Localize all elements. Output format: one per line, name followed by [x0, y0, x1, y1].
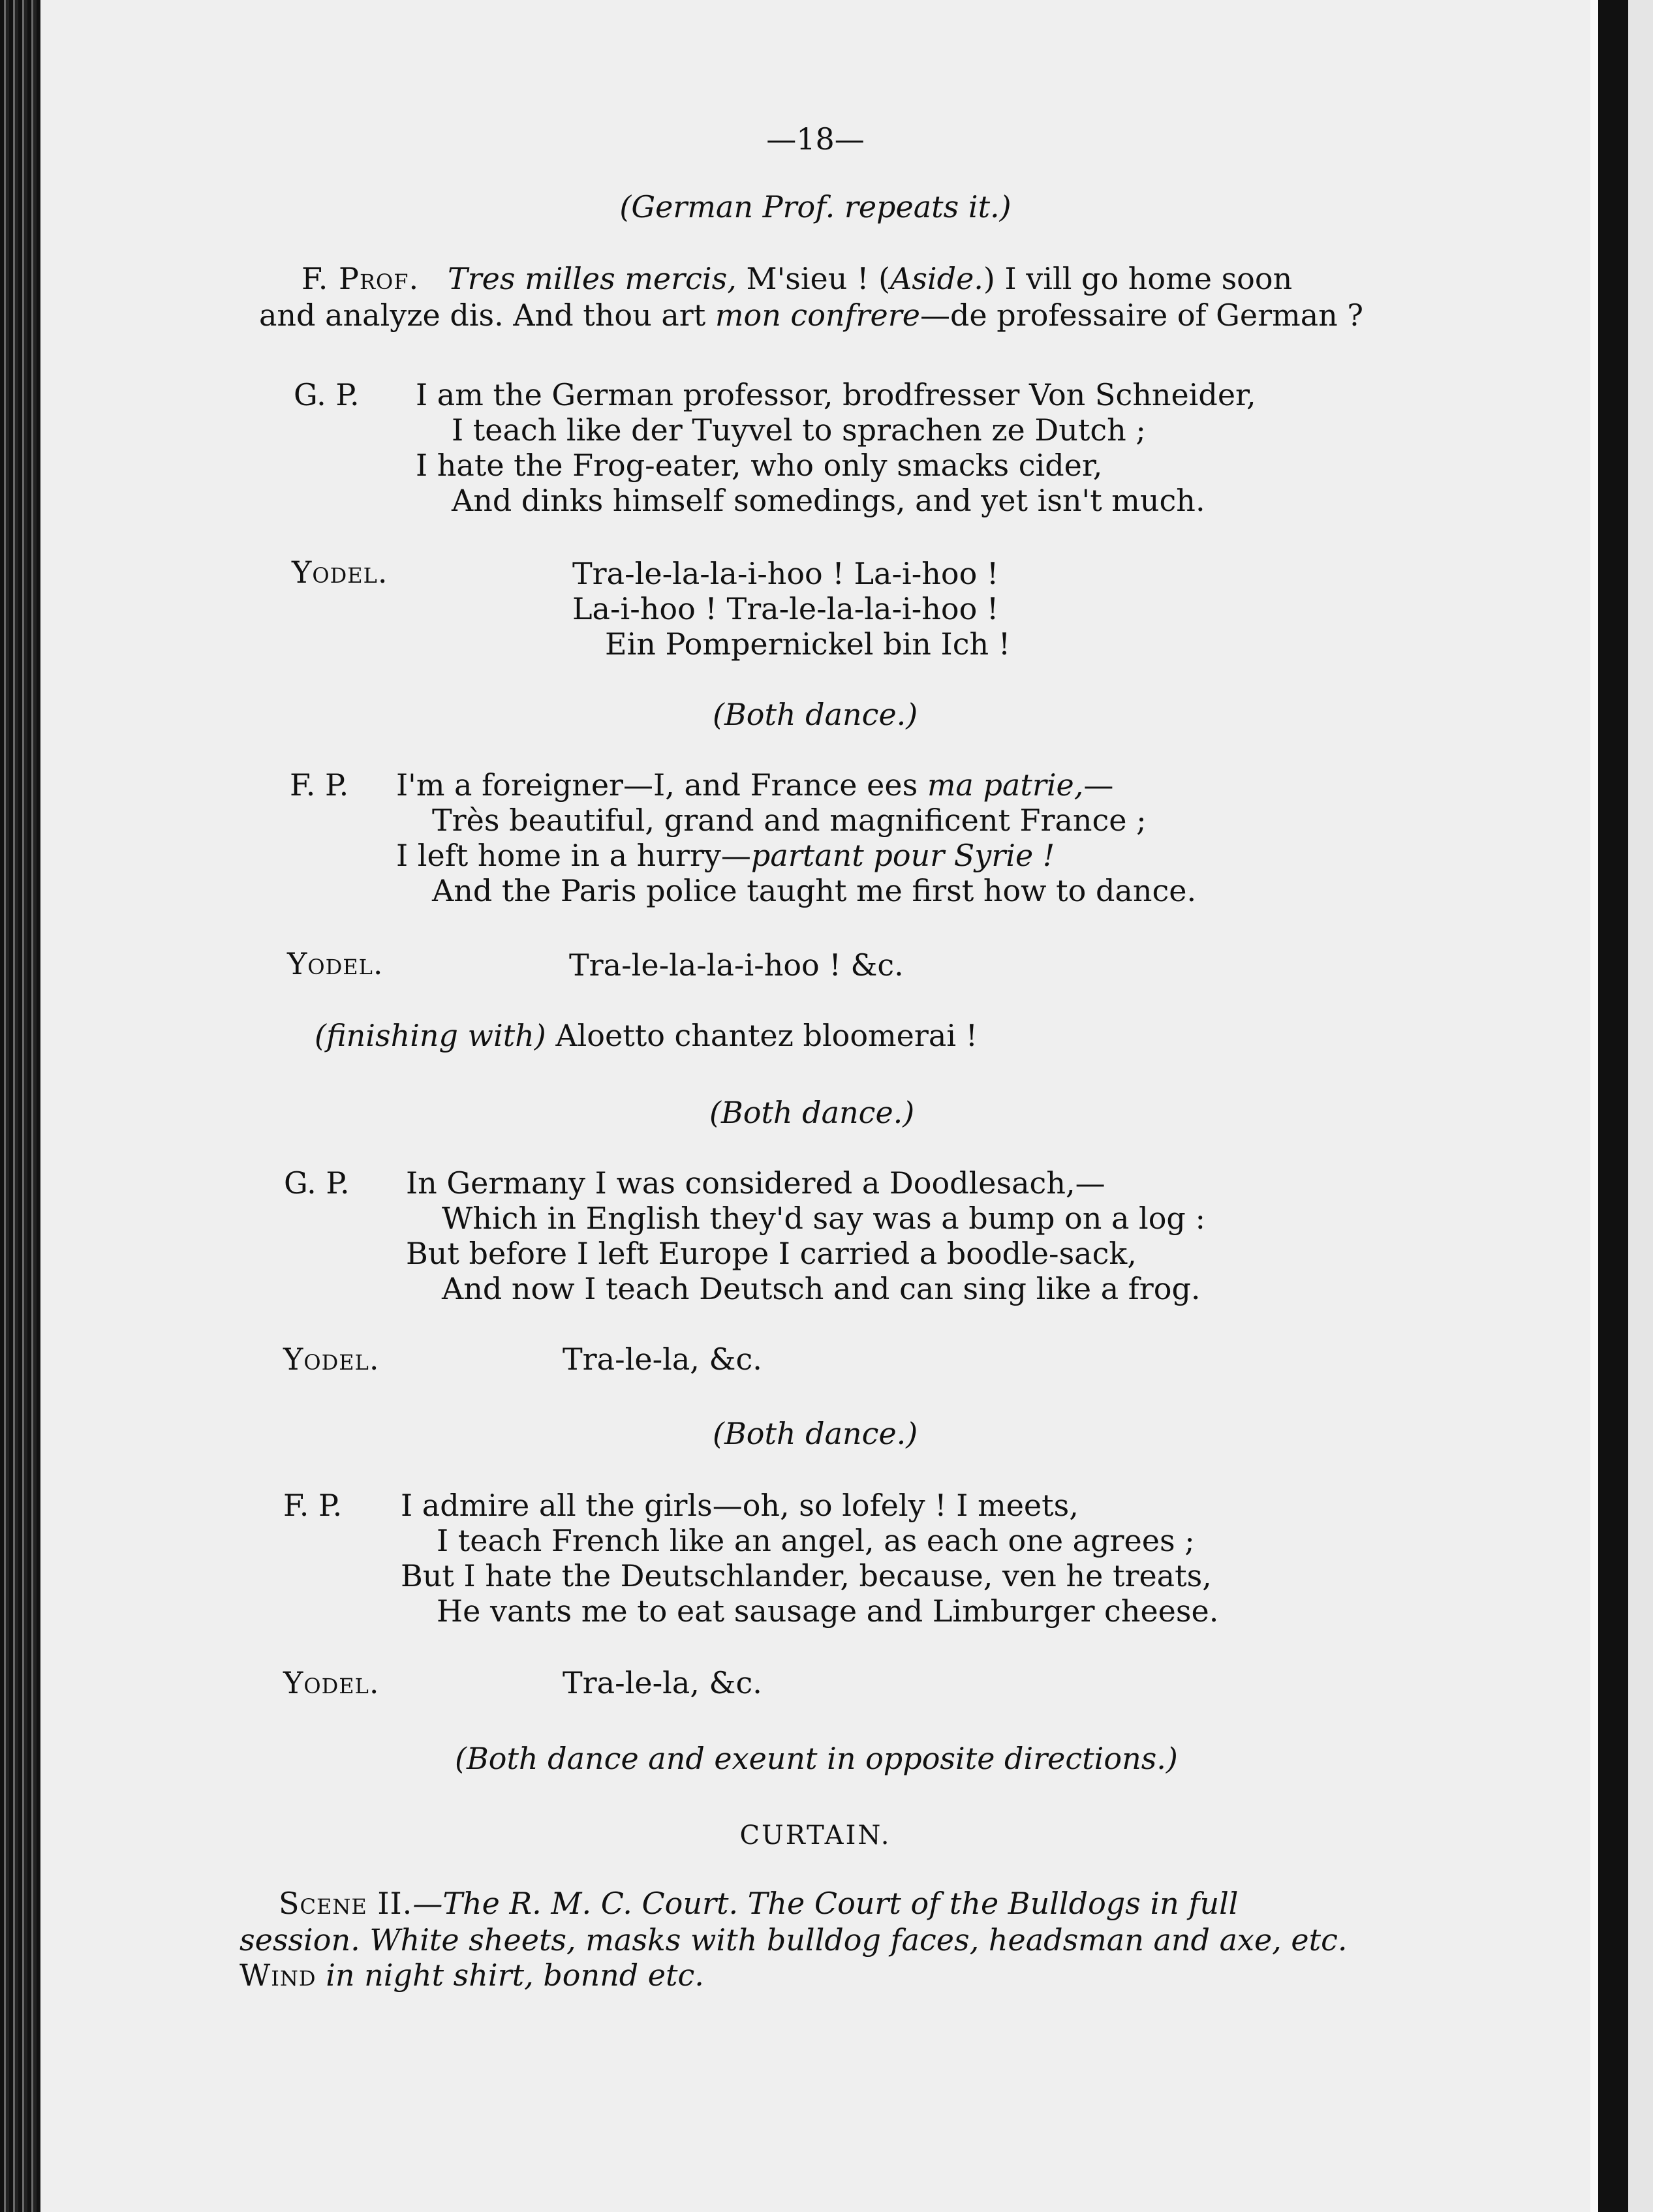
book-edge-right	[1590, 0, 1653, 2212]
scene-direction: session. White sheets, masks with bulldog faces, headsman and axe, etc.	[239, 1922, 1348, 1958]
verse-line: I teach French like an angel, as each one agrees ;	[437, 1523, 1195, 1558]
speaker-label: Yodel.	[283, 1665, 380, 1700]
verse-line: And dinks himself somedings, and yet isn't much.	[452, 483, 1205, 518]
speaker-label: Yodel.	[283, 1342, 380, 1377]
verse-line: But before I left Europe I carried a boodle-sack,	[406, 1236, 1137, 1271]
verse-line: In Germany I was considered a Doodlesach,—	[406, 1165, 1105, 1201]
speaker-label: F. P.	[290, 767, 349, 803]
verse-line: Tra-le-la, &c.	[563, 1665, 762, 1700]
stage-direction: (German Prof. repeats it.)	[619, 189, 1012, 224]
verse-line: And now I teach Deutsch and can sing like a frog.	[442, 1271, 1201, 1306]
speaker-label: F. P.	[283, 1488, 343, 1523]
verse-line: I admire all the girls—oh, so lofely ! I meets,	[401, 1488, 1079, 1523]
verse-line: I am the German professor, brodfresser Von Schneider,	[416, 377, 1256, 412]
dialogue-line: and analyze dis. And thou art mon confrere—de professaire of German ?	[259, 298, 1364, 333]
stage-direction: (Both dance and exeunt in opposite directions.)	[455, 1741, 1178, 1776]
verse-line: Tra-le-la-la-i-hoo ! La-i-hoo !	[572, 556, 999, 591]
verse-line: I teach like der Tuyvel to sprachen ze Dutch ;	[452, 412, 1146, 448]
verse-line: Tra-le-la, &c.	[563, 1342, 762, 1377]
verse-line: But I hate the Deutschlander, because, ven he treats,	[401, 1558, 1212, 1593]
scene-direction: Scene II.—The R. M. C. Court. The Court of the Bulldogs in full	[279, 1886, 1239, 1921]
curtain-heading: CURTAIN.	[739, 1820, 891, 1851]
stage-direction: (Both dance.)	[713, 697, 918, 732]
scene-direction: Wind in night shirt, bonnd etc.	[239, 1958, 704, 1993]
verse-line: I hate the Frog-eater, who only smacks cider,	[416, 448, 1103, 483]
speaker-label: Yodel.	[287, 946, 384, 981]
verse-line: Ein Pompernickel bin Ich !	[605, 626, 1011, 662]
verse-line: Très beautiful, grand and magnificent France ;	[432, 803, 1147, 838]
page-number: —18—	[766, 121, 865, 157]
verse-line: Which in English they'd say was a bump on a log :	[442, 1201, 1205, 1236]
speaker-label: G. P.	[284, 1165, 350, 1201]
book-page	[40, 0, 1590, 2212]
dialogue-line: F. Prof. Tres milles mercis, M'sieu ! (Aside.) I vill go home soon	[301, 261, 1293, 296]
verse-line: And the Paris police taught me first how to dance.	[432, 873, 1197, 908]
stage-direction: (Both dance.)	[709, 1095, 915, 1130]
speaker-label: F. Prof.	[301, 261, 420, 296]
book-binding-left	[0, 0, 40, 2212]
verse-line: I left home in a hurry—partant pour Syrie !	[396, 838, 1055, 873]
verse-line: (finishing with) Aloetto chantez bloomerai !	[315, 1018, 978, 1053]
verse-line: I'm a foreigner—I, and France ees ma patrie,—	[396, 767, 1114, 803]
speaker-label: Yodel.	[292, 555, 388, 590]
stage-direction: (Both dance.)	[713, 1416, 918, 1451]
verse-line: He vants me to eat sausage and Limburger cheese.	[437, 1593, 1219, 1629]
speaker-label: G. P.	[294, 377, 360, 412]
verse-line: Tra-le-la-la-i-hoo ! &c.	[569, 947, 904, 983]
verse-line: La-i-hoo ! Tra-le-la-la-i-hoo !	[572, 591, 999, 626]
